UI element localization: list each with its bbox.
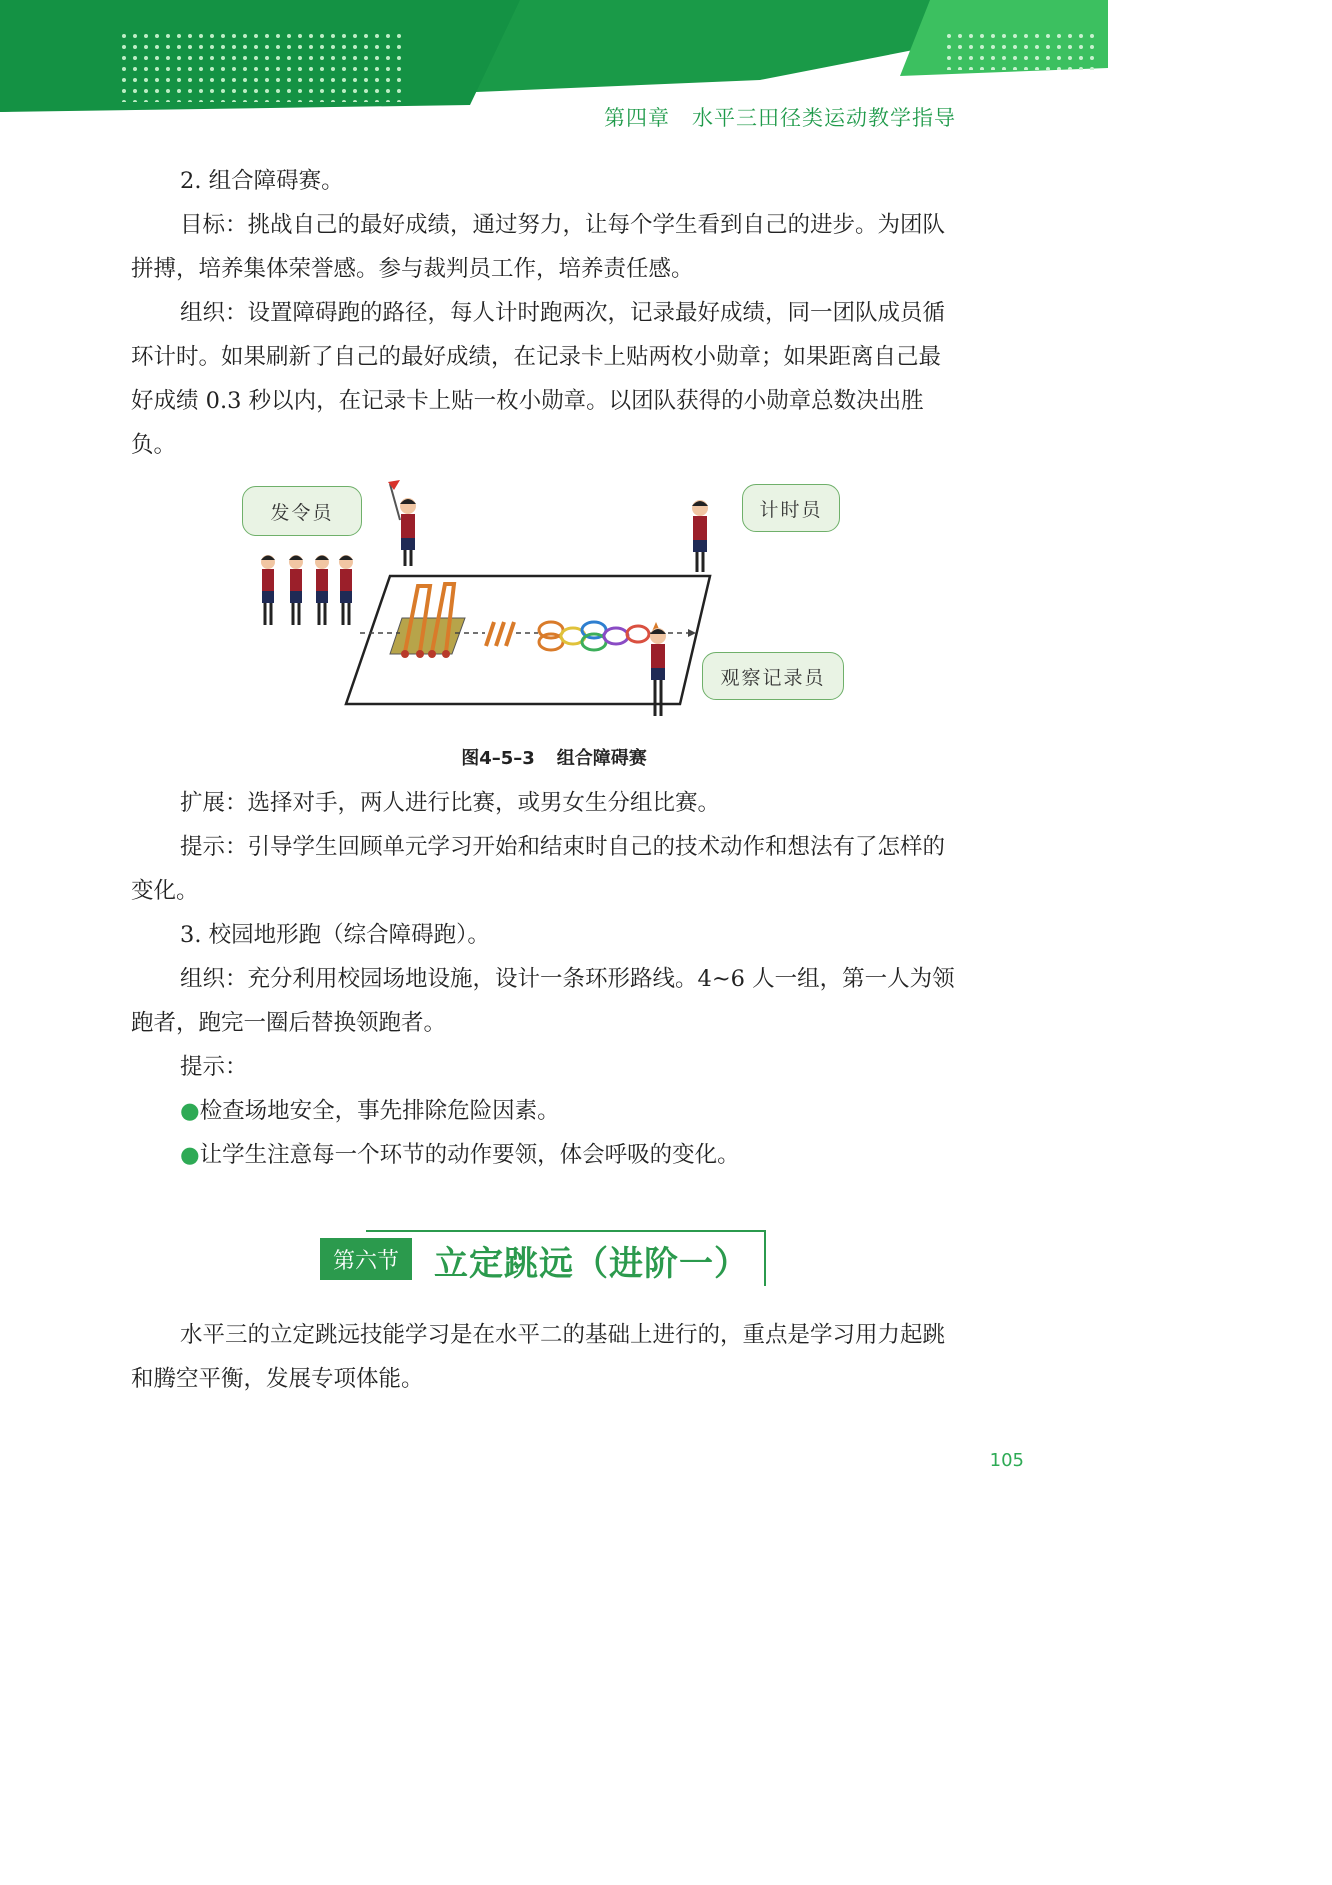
paragraph-hint-label: 提示： bbox=[180, 1054, 248, 1080]
timer-label: 计时员 bbox=[742, 484, 840, 532]
page-number: 105 bbox=[989, 1450, 1024, 1471]
bottom-text-block bbox=[131, 1313, 957, 1401]
chapter-title: 水平三田径类运动教学指导 bbox=[692, 106, 956, 130]
paragraph-goal: 目标：挑战自己的最好成绩，通过努力，让每个学生看到自己的进步。为团队拼搏，培养集体荣誉感。参与裁判员工作，培养责任感。 bbox=[131, 212, 946, 282]
starter-figure bbox=[388, 480, 416, 566]
paragraph-extension: 扩展：选择对手，两人进行比赛，或男女生分组比赛。 bbox=[180, 790, 721, 816]
bullet-text: 检查场地安全，事先排除危险因素。 bbox=[199, 1098, 560, 1124]
section-title: 立定跳远（进阶一） bbox=[434, 1244, 749, 1284]
figure-caption-number: 图4–5–3 bbox=[461, 748, 535, 769]
paragraph-campus-organization: 组织：充分利用校园场地设施，设计一条环形路线。4~6 人一组，第一人为领跑者，跑完一圈后替换领跑者。 bbox=[131, 966, 955, 1036]
middle-text-block bbox=[131, 781, 957, 1177]
figure-caption bbox=[0, 744, 1108, 770]
bullet-item bbox=[131, 1089, 957, 1133]
observer-label: 观察记录员 bbox=[702, 652, 844, 700]
timer-figure bbox=[692, 500, 708, 572]
header-banner bbox=[0, 0, 1108, 112]
top-text-block bbox=[131, 159, 957, 467]
starter-label: 发令员 bbox=[242, 486, 362, 536]
bullet-text: 让学生注意每一个环节的动作要领，体会呼吸的变化。 bbox=[199, 1142, 740, 1168]
chapter-header bbox=[604, 102, 956, 132]
item-heading-obstacle-race: 2. 组合障碍赛。 bbox=[180, 168, 344, 194]
bullet-icon bbox=[180, 1098, 200, 1124]
paragraph-standing-long-jump-intro: 水平三的立定跳远技能学习是在水平二的基础上进行的，重点是学习用力起跳和腾空平衡，发展专项体能。 bbox=[131, 1322, 946, 1392]
bullet-item bbox=[131, 1133, 957, 1177]
section-number: 第六节 bbox=[320, 1238, 412, 1280]
chapter-number: 第四章 bbox=[604, 106, 670, 130]
obstacle-race-illustration bbox=[240, 476, 850, 726]
section-heading bbox=[320, 1230, 766, 1286]
box-obstacle bbox=[390, 618, 465, 654]
figure-caption-title: 组合障碍赛 bbox=[556, 748, 647, 769]
paragraph-hint: 提示：引导学生回顾单元学习开始和结束时自己的技术动作和想法有了怎样的变化。 bbox=[131, 834, 946, 904]
item-heading-campus-run: 3. 校园地形跑（综合障碍跑）。 bbox=[180, 922, 490, 948]
paragraph-organization: 组织：设置障碍跑的路径，每人计时跑两次，记录最好成绩，同一团队成员循环计时。如果刷新了自己的最好成绩，在记录卡上贴两枚小勋章；如果距离自己最好成绩 0.3 秒以内，在记录卡上贴一枚小勋章。以团队获得的小勋章总数决出胜负。 bbox=[131, 300, 946, 458]
waiting-students bbox=[261, 555, 353, 625]
bullet-icon bbox=[180, 1142, 200, 1168]
